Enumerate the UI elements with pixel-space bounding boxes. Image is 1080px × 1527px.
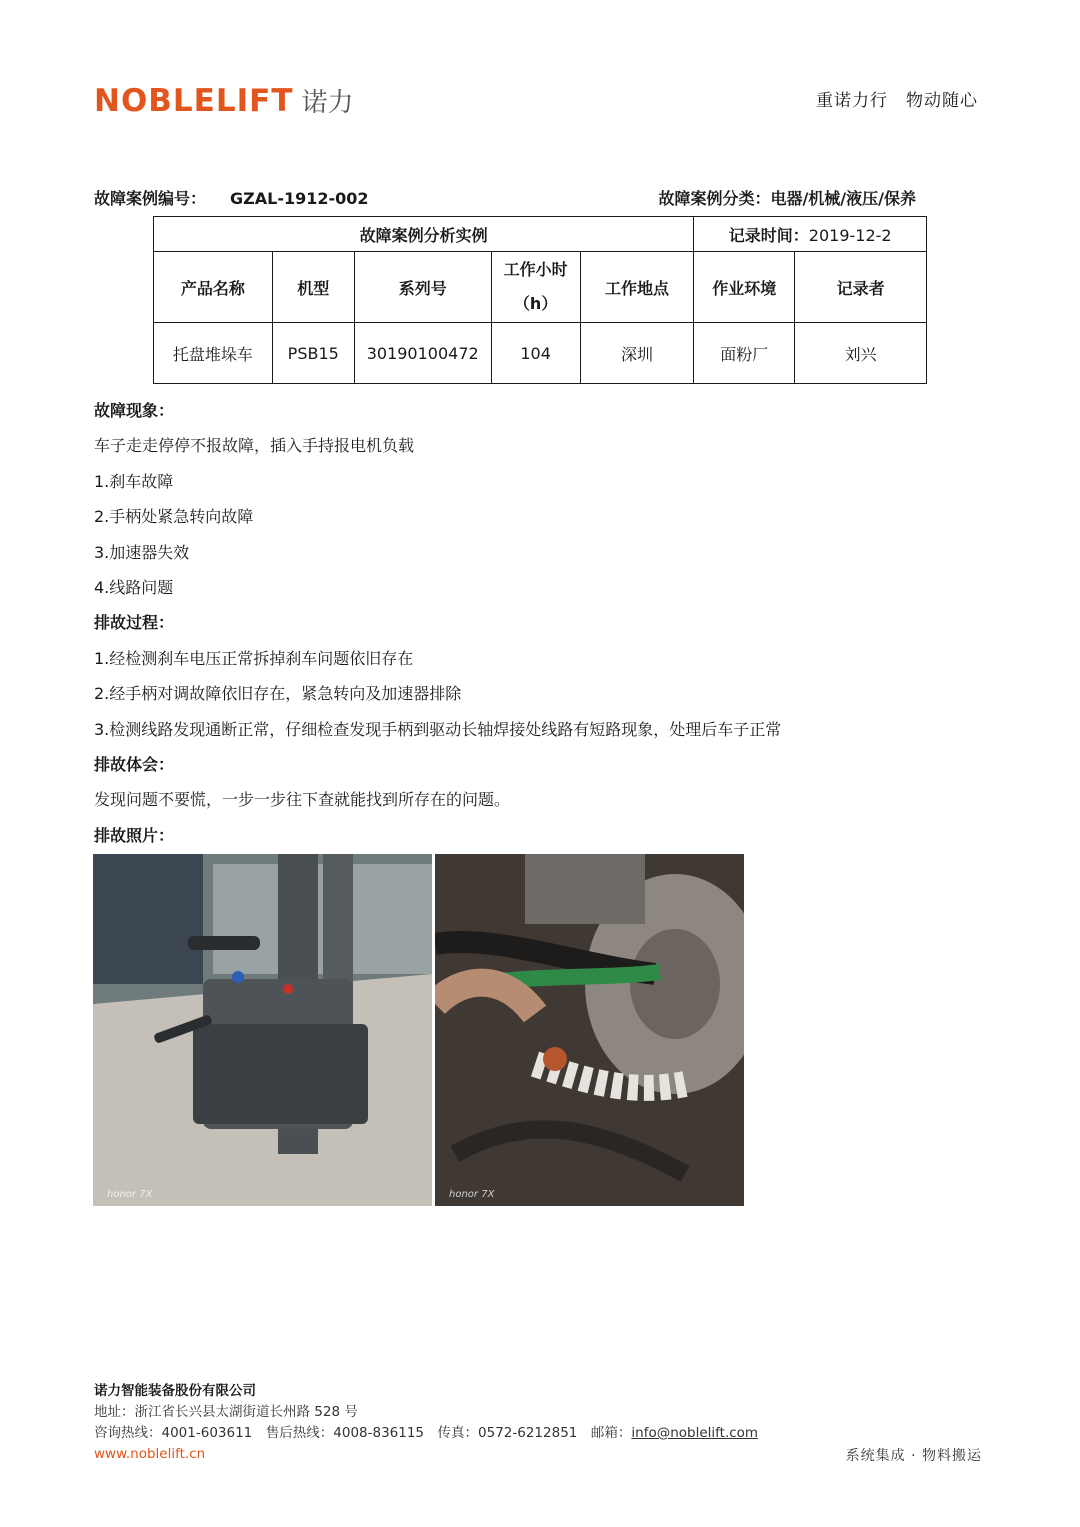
record-time-label: 记录时间：	[728, 225, 809, 245]
header-cell: 系列号	[354, 252, 491, 323]
footer-contact-text: 咨询热线：4001-603611 售后热线：4008-836115 传真：0572-6212851 邮箱：	[94, 1425, 632, 1441]
symptom-line: 1.刹车故障	[94, 471, 174, 491]
symptom-line: 3.加速器失效	[94, 542, 190, 562]
symptom-line: 4.线路问题	[94, 577, 174, 597]
header-cell: 记录者	[795, 252, 927, 323]
data-cell: 深圳	[580, 323, 694, 384]
photo-watermark: honor 7X	[449, 1189, 495, 1200]
insight-line: 发现问题不要慌，一步一步往下查就能找到所存在的问题。	[94, 790, 511, 810]
photo-watermark: honor 7X	[107, 1189, 153, 1200]
case-number-label: 故障案例编号：	[94, 189, 207, 208]
header-cell: 机型	[272, 252, 354, 323]
wiring-illustration	[435, 854, 744, 1206]
insight-heading: 排故体会：	[94, 754, 175, 774]
company-logo	[94, 82, 353, 119]
footer-company: 诺力智能装备股份有限公司	[94, 1383, 256, 1399]
header-cell: 产品名称	[154, 252, 273, 323]
footer-tagline: 系统集成 · 物料搬运	[845, 1448, 982, 1464]
data-cell: PSB15	[272, 323, 354, 384]
data-cell: 刘兴	[795, 323, 927, 384]
data-cell: 面粉厂	[694, 323, 795, 384]
footer-contact	[94, 1423, 758, 1444]
photo-heading: 排故照片：	[94, 825, 175, 845]
record-time-value: 2019-12-2	[808, 225, 892, 245]
process-line: 3.检测线路发现通断正常，仔细检查发现手柄到驱动长轴焊接处线路有短路现象，处理后车子正常	[94, 719, 782, 739]
photo-forklift	[93, 854, 432, 1206]
footer-address: 地址：浙江省长兴县太湖街道长州路 528 号	[94, 1404, 358, 1420]
header-cell: 工作小时（h）	[491, 252, 580, 323]
footer-email-link[interactable]: info@noblelift.com	[631, 1425, 759, 1441]
case-category: 故障案例分类：电器/机械/液压/保养	[658, 189, 916, 208]
process-line: 1.经检测刹车电压正常拆掉刹车问题依旧存在	[94, 648, 414, 668]
header-slogan: 重诺力行 物动随心	[816, 91, 978, 111]
symptom-line: 车子走走停停不报故障，插入手持报电机负载	[94, 436, 415, 456]
case-number-value: GZAL-1912-002	[230, 189, 369, 208]
forklift-illustration	[93, 854, 432, 1206]
photo-gallery	[93, 854, 744, 1206]
data-cell: 104	[491, 323, 580, 384]
logo-text-cn: 诺力	[301, 88, 354, 118]
page-footer	[94, 1381, 758, 1465]
process-heading: 排故过程：	[94, 613, 175, 633]
data-cell: 托盘堆垛车	[154, 323, 273, 384]
process-line: 2.经手柄对调故障依旧存在，紧急转向及加速器排除	[94, 684, 462, 704]
table-title: 故障案例分析实例	[154, 217, 694, 252]
record-time	[694, 217, 927, 252]
logo-text-en: NOBLELIFT	[94, 82, 294, 119]
case-table	[153, 216, 927, 384]
symptom-heading: 故障现象：	[94, 401, 175, 420]
symptom-line: 2.手柄处紧急转向故障	[94, 507, 254, 527]
header-cell: 工作地点	[580, 252, 694, 323]
photo-wiring	[435, 854, 744, 1206]
footer-website-link[interactable]: www.noblelift.cn	[94, 1446, 206, 1462]
case-number	[94, 186, 369, 209]
data-cell: 30190100472	[354, 323, 491, 384]
header-cell: 作业环境	[694, 252, 795, 323]
report-body	[94, 393, 994, 853]
